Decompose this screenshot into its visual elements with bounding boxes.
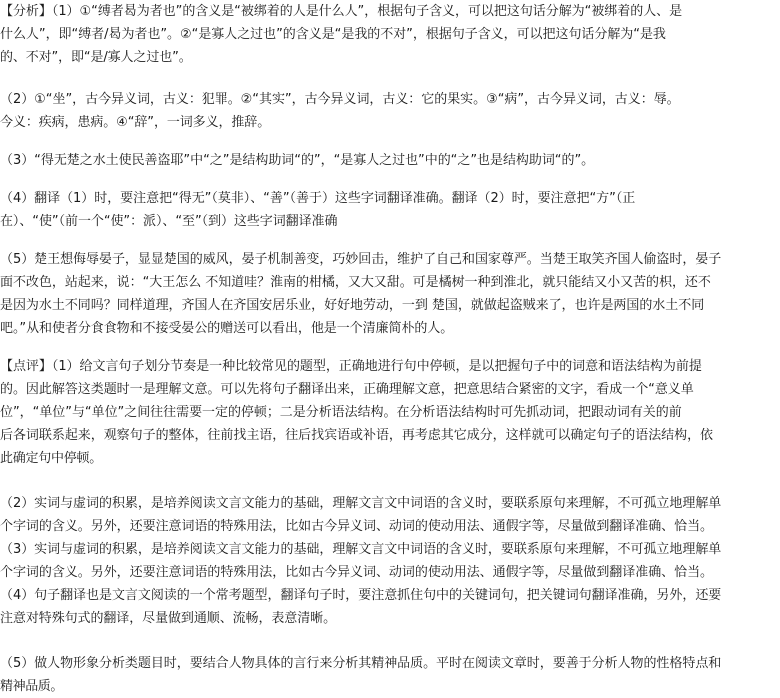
text-line: （3）“得无楚之水土使民善盗耶”中“之”是结构助词“的”，“是寡人之过也”中的“之”也是结构助词“的”。	[0, 153, 595, 168]
text-line: （4）翻译（1）时，要注意把“得无”（莫非）、“善”（善于）这些字词翻译准确。翻译（2）时，要注意把“方”（正	[0, 191, 636, 206]
text-line: （2）实词与虚词的积累，是培养阅读文言文能力的基础，理解文言文中词语的含义时，要联系原句来理解，不可孤立地理解单	[0, 496, 722, 511]
text-line: 后各词联系起来，观察句子的整体，往前找主语，往后找宾语或补语，再考虑其它成分，这样就可以确定句子的语法结构，依	[0, 428, 714, 443]
text-line: 是因为水土不同吗？同样道理，齐国人在齐国安居乐业，好好地劳动，一到 楚国，就做起盗贼来了，也许是两国的水土不同	[0, 298, 705, 313]
text-line: 个字词的含义。另外，还要注意词语的特殊用法，比如古今异义词、动词的使动用法、通假字等，尽量做到翻译准确、恰当。	[0, 565, 714, 580]
text-line: 【点评】（1）给文言句子划分节奏是一种比较常见的题型，正确地进行句中停顿，是以把握句子中的词意和语法结构为前提	[0, 359, 702, 374]
text-line: 什么人”，即“缚者/曷为者也”。②“是寡人之过也”的含义是“是我的不对”，根据句子含义，可以把这句话分解为“是我	[0, 27, 666, 42]
text-line: （4）句子翻译也是文言文阅读的一个常考题型，翻译句子时，要注意抓住句中的关键词句，把关键词句翻译准确，另外，还要	[0, 588, 722, 603]
text-line: 位”，“单位”与“单位”之间往往需要一定的停顿；二是分析语法结构。在分析语法结构时可先抓动词，把跟动词有关的前	[0, 405, 682, 420]
text-line: 的、不对”，即“是/寡人之过也”。	[0, 50, 192, 65]
text-line: （2）①“坐”，古今异义词，古义：犯罪。②“其实”，古今异义词，古义：它的果实。③“病”，古今异义词，古义：辱。	[0, 92, 680, 107]
text-line: 【分析】（1）①“缚者曷为者也”的含义是“被绑着的人是什么人”，根据句子含义，可以把这句话分解为“被绑着的人、是	[0, 4, 683, 19]
analysis-item-4	[0, 187, 780, 233]
text-line: 吧。”从和使者分食食物和不接受晏公的赠送可以看出，他是一个清廉简朴的人。	[0, 321, 454, 336]
text-line: 的。因此解答这类题时一是理解文意。可以先将句子翻译出来，正确理解文意，把意思结合紧密的文字，看成一个“意义单	[0, 382, 694, 397]
text-line: （5）楚王想侮辱晏子，显显楚国的威风，晏子机制善变，巧妙回击，维护了自己和国家尊严。当楚王取笑齐国人偷盗时，晏子	[0, 252, 722, 267]
text-line: 面不改色，站起来，说：“大王怎么 不知道哇？淮南的柑橘，又大又甜。可是橘树一种到淮北，就只能结又小又苦的枳，还不	[0, 275, 711, 290]
comment-items-2-4	[0, 492, 780, 630]
analysis-item-3	[0, 149, 780, 172]
text-line: （5）做人物形象分析类题目时，要结合人物具体的言行来分析其精神品质。平时在阅读文章时，要善于分析人物的性格特点和	[0, 656, 722, 671]
text-line: （3）实词与虚词的积累，是培养阅读文言文能力的基础，理解文言文中词语的含义时，要联系原句来理解，不可孤立地理解单	[0, 542, 722, 557]
comment-item-5	[0, 652, 780, 698]
analysis-item-5	[0, 248, 780, 340]
text-line: 精神品质。	[0, 679, 64, 694]
analysis-item-2	[0, 88, 780, 134]
analysis-item-1	[0, 0, 780, 69]
text-line: 此确定句中停顿。	[0, 451, 103, 466]
text-line: 今义：疾病，患病。④“辞”，一词多义，推辞。	[0, 115, 271, 130]
text-line: 个字词的含义。另外，还要注意词语的特殊用法，比如古今异义词、动词的使动用法、通假字等，尽量做到翻译准确、恰当。	[0, 519, 714, 534]
comment-item-1	[0, 355, 780, 470]
text-line: 在）、“使”（前一个“使”：派）、“至”（到）这些字词翻译准确	[0, 214, 338, 229]
text-line: 注意对特殊句式的翻译，尽量做到通顺、流畅，表意清晰。	[0, 611, 336, 626]
